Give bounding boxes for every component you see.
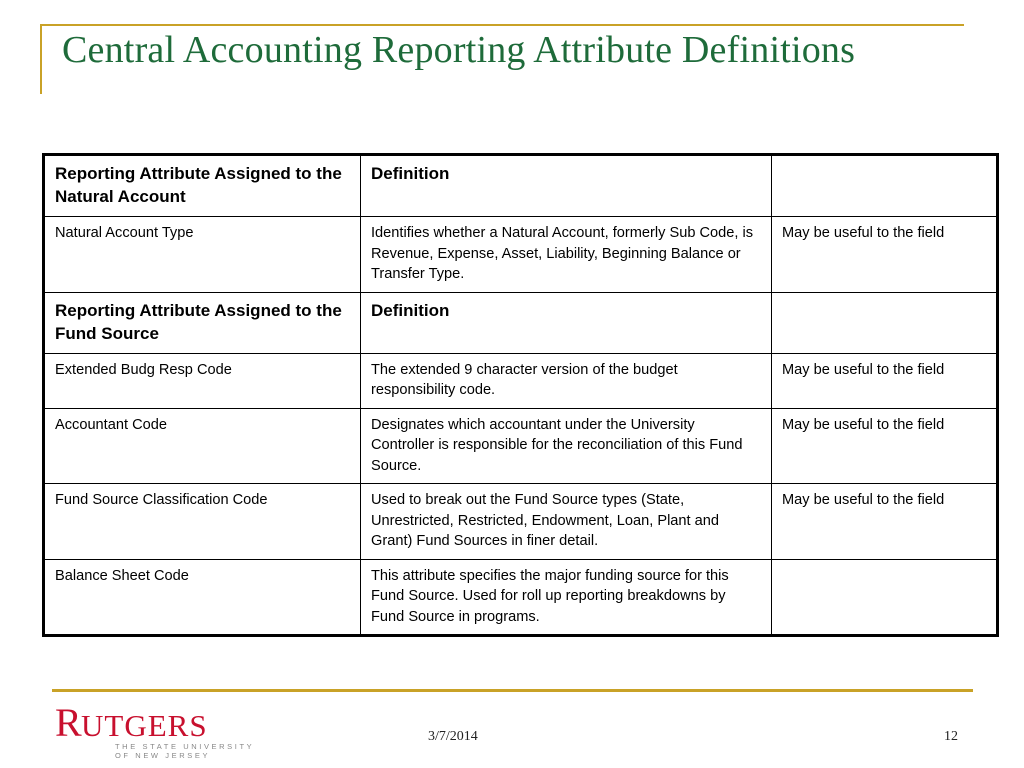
logo-tagline-1: THE STATE UNIVERSITY — [115, 742, 255, 751]
table-cell: May be useful to the field — [772, 353, 998, 408]
table-cell — [772, 155, 998, 217]
table-cell: Identifies whether a Natural Account, formerly Sub Code, is Revenue, Expense, Asset, Liability, Beginning Balance or Transfer Type. — [361, 217, 772, 293]
table-cell: Natural Account Type — [44, 217, 361, 293]
table-row — [44, 353, 998, 408]
table-cell: Balance Sheet Code — [44, 559, 361, 636]
table-cell: Fund Source Classification Code — [44, 484, 361, 560]
table-cell — [772, 292, 998, 353]
logo-tagline-2: OF NEW JERSEY — [115, 751, 211, 760]
table-row — [44, 217, 998, 293]
attribute-definitions-table — [42, 153, 999, 637]
table-cell: Designates which accountant under the University Controller is responsible for the reconciliation of this Fund Source. — [361, 408, 772, 484]
table-cell: May be useful to the field — [772, 408, 998, 484]
table-row — [44, 559, 998, 636]
table-cell — [772, 559, 998, 636]
table-cell: This attribute specifies the major funding source for this Fund Source. Used for roll up reporting breakdowns by Fund Source in programs. — [361, 559, 772, 636]
table-cell: Reporting Attribute Assigned to the Fund Source — [44, 292, 361, 353]
footer-rule — [52, 689, 973, 692]
table-cell: Extended Budg Resp Code — [44, 353, 361, 408]
table-cell: May be useful to the field — [772, 217, 998, 293]
rutgers-logo — [55, 700, 285, 760]
table-cell: Used to break out the Fund Source types (State, Unrestricted, Restricted, Endowment, Loan, Plant and Grant) Fund Sources in finer detail. — [361, 484, 772, 560]
table-header-row — [44, 292, 998, 353]
table-cell: Definition — [361, 292, 772, 353]
logo-wordmark-rest: UTGERS — [81, 708, 208, 743]
slide-title: Central Accounting Reporting Attribute Definitions — [62, 29, 856, 71]
table-cell: Definition — [361, 155, 772, 217]
table-cell: May be useful to the field — [772, 484, 998, 560]
table-cell: Reporting Attribute Assigned to the Natural Account — [44, 155, 361, 217]
title-frame-top-rule — [40, 24, 964, 26]
footer-date: 3/7/2014 — [428, 729, 478, 744]
table-cell: The extended 9 character version of the budget responsibility code. — [361, 353, 772, 408]
table-cell: Accountant Code — [44, 408, 361, 484]
page-number: 12 — [944, 729, 958, 744]
table-row — [44, 408, 998, 484]
table-row — [44, 484, 998, 560]
title-frame-left-rule — [40, 24, 42, 94]
table-header-row — [44, 155, 998, 217]
logo-wordmark-initial: R — [55, 700, 82, 745]
